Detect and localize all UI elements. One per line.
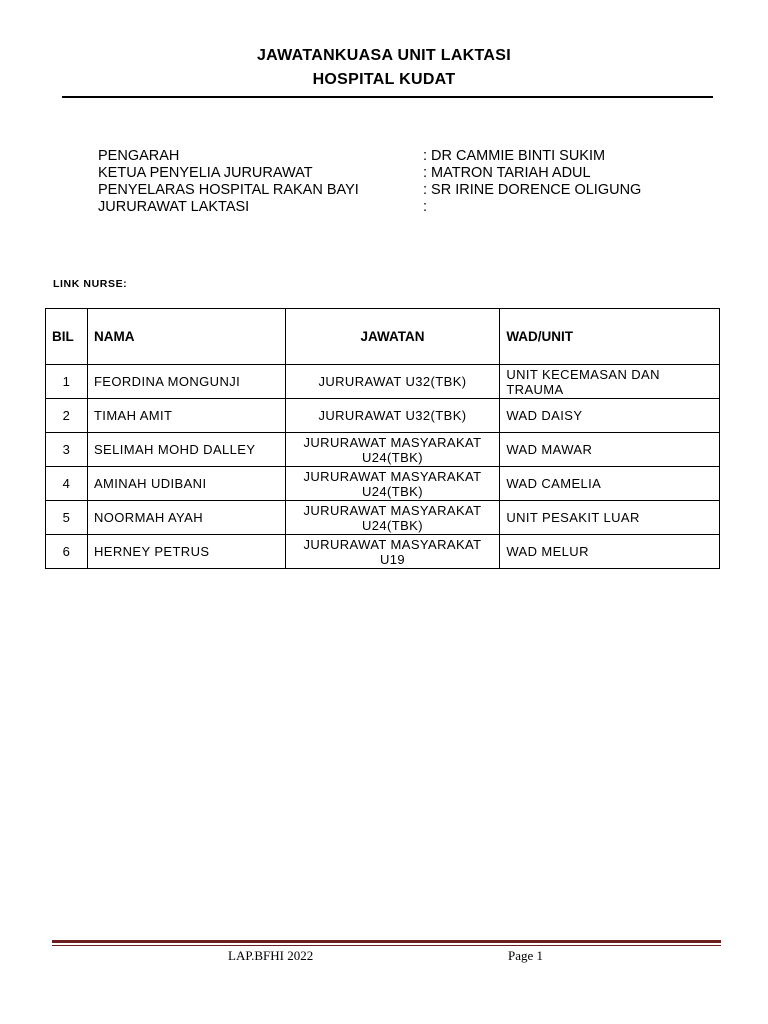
cell-wad: WAD MAWAR [500, 433, 720, 467]
cell-wad: WAD CAMELIA [500, 467, 720, 501]
committee-member: : [423, 199, 428, 215]
cell-jawatan: JURURAWAT MASYARAKAT U24(TBK) [285, 433, 500, 467]
footer-rule-thick [52, 940, 721, 943]
cell-nama: SELIMAH MOHD DALLEY [87, 433, 285, 467]
cell-bil: 3 [46, 433, 88, 467]
committee-role: JURURAWAT LAKTASI [98, 199, 250, 215]
committee-role: PENGARAH [98, 148, 180, 164]
cell-wad: UNIT KECEMASAN DAN TRAUMA [500, 365, 720, 399]
link-nurse-table [45, 308, 720, 569]
footer-divider [52, 940, 721, 946]
cell-nama: NOORMAH AYAH [87, 501, 285, 535]
document-subtitle: HOSPITAL KUDAT [312, 71, 456, 88]
table-row [46, 365, 720, 399]
table-row [46, 399, 720, 433]
header-divider [62, 96, 713, 98]
table-header-row [46, 309, 720, 365]
cell-jawatan: JURURAWAT MASYARAKAT U24(TBK) [285, 501, 500, 535]
footer-report-label: LAP.BFHI 2022 [228, 948, 314, 963]
column-header-nama: NAMA [87, 309, 285, 365]
committee-role: KETUA PENYELIA JURURAWAT [98, 165, 313, 181]
column-header-jawatan: JAWATAN [285, 309, 500, 365]
cell-nama: AMINAH UDIBANI [87, 467, 285, 501]
cell-bil: 1 [46, 365, 88, 399]
cell-wad: WAD DAISY [500, 399, 720, 433]
table-row [46, 433, 720, 467]
cell-bil: 4 [46, 467, 88, 501]
footer-rule-thin [52, 945, 721, 946]
table-row [46, 535, 720, 569]
cell-jawatan: JURURAWAT MASYARAKAT U24(TBK) [285, 467, 500, 501]
cell-bil: 5 [46, 501, 88, 535]
committee-member: : SR IRINE DORENCE OLIGUNG [423, 182, 642, 198]
page-number: Page 1 [508, 948, 544, 963]
document-title: JAWATANKUASA UNIT LAKTASI [256, 47, 511, 64]
cell-bil: 6 [46, 535, 88, 569]
column-header-bil: BIL [46, 309, 88, 365]
column-header-wad: WAD/UNIT [500, 309, 720, 365]
table-row [46, 501, 720, 535]
table-row [46, 467, 720, 501]
cell-wad: WAD MELUR [500, 535, 720, 569]
committee-role: PENYELARAS HOSPITAL RAKAN BAYI [98, 182, 359, 198]
cell-nama: TIMAH AMIT [87, 399, 285, 433]
committee-member: : DR CAMMIE BINTI SUKIM [423, 148, 606, 164]
cell-nama: FEORDINA MONGUNJI [87, 365, 285, 399]
cell-bil: 2 [46, 399, 88, 433]
committee-member: : MATRON TARIAH ADUL [423, 165, 591, 181]
cell-nama: HERNEY PETRUS [87, 535, 285, 569]
cell-wad: UNIT PESAKIT LUAR [500, 501, 720, 535]
link-nurse-heading: LINK NURSE: [53, 278, 128, 290]
cell-jawatan: JURURAWAT MASYARAKAT U19 [285, 535, 500, 569]
cell-jawatan: JURURAWAT U32(TBK) [285, 399, 500, 433]
cell-jawatan: JURURAWAT U32(TBK) [285, 365, 500, 399]
